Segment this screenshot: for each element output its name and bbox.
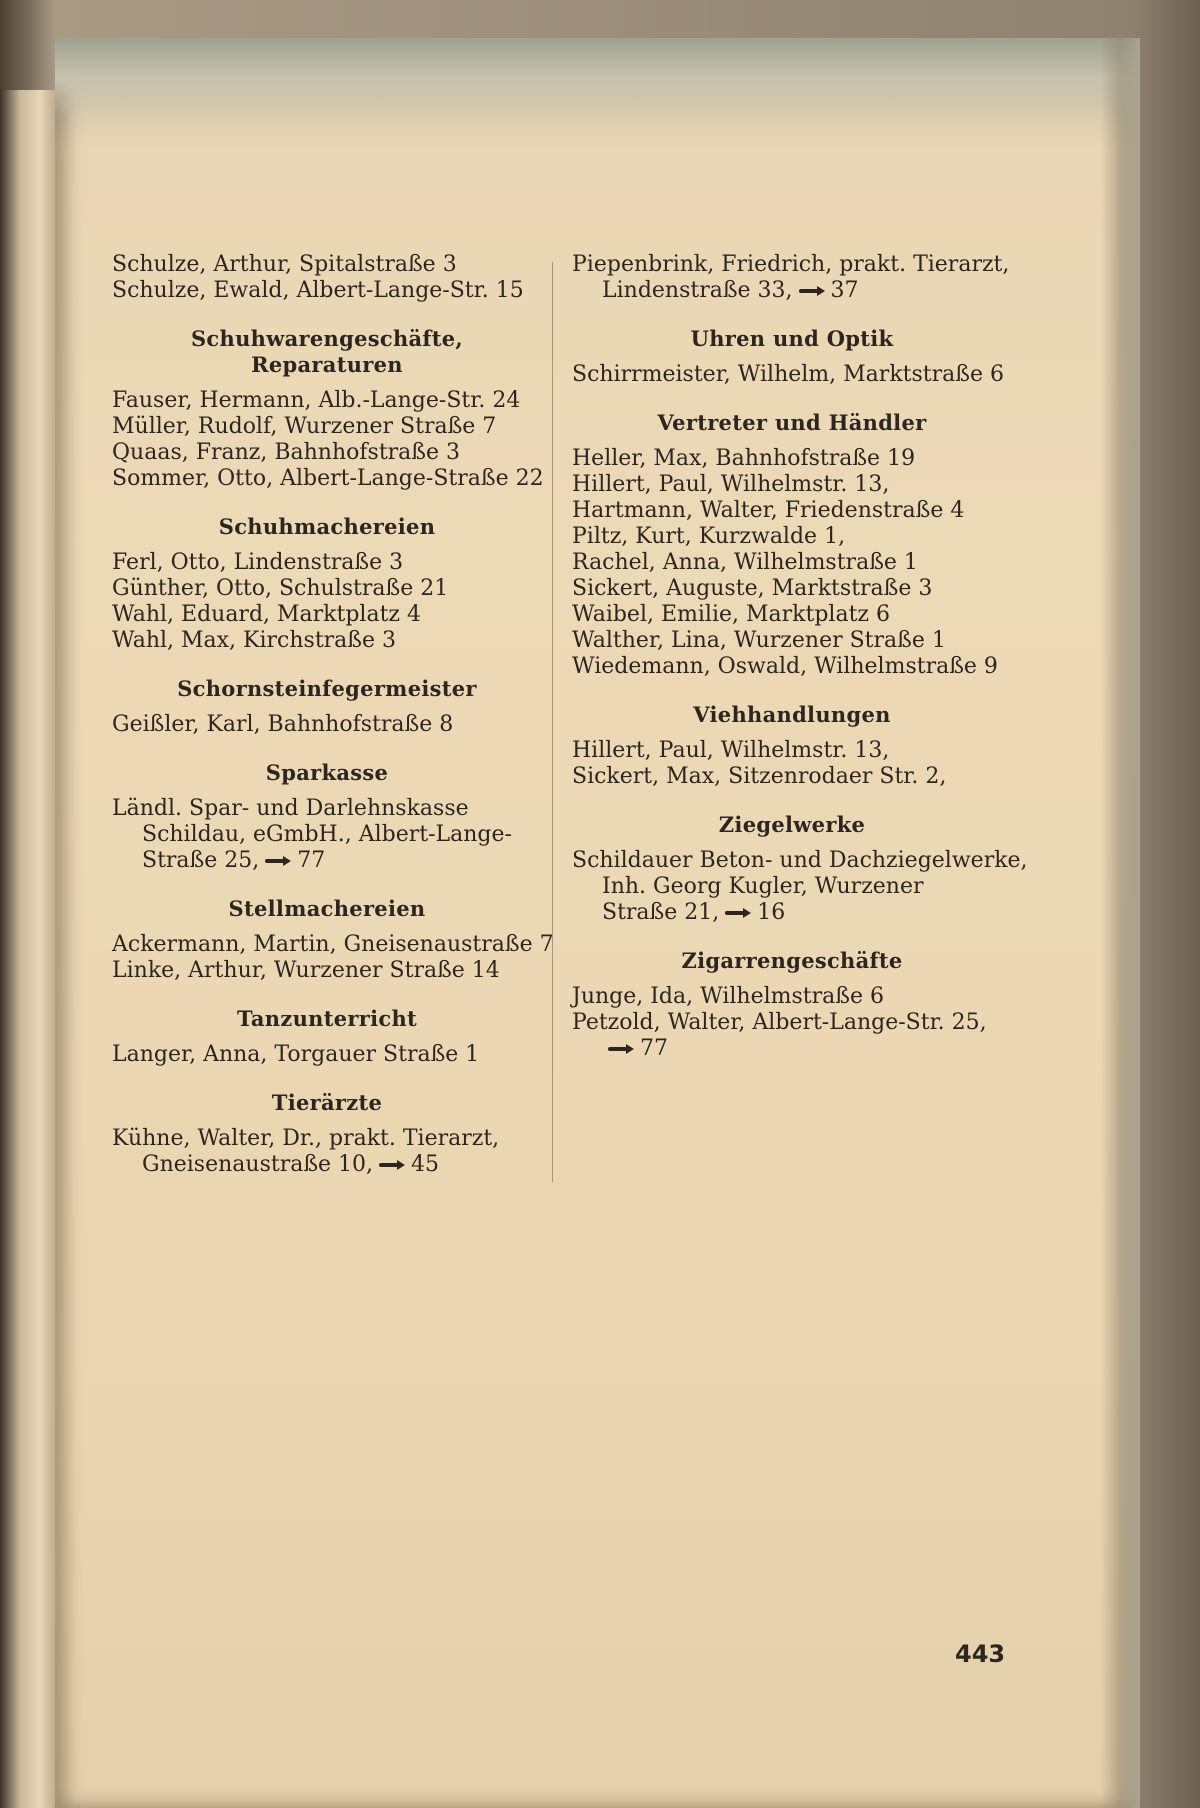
directory-entry <box>572 576 1012 602</box>
directory-entry <box>572 550 1012 576</box>
entry-text: Hartmann, Walter, Friedenstraße 4 <box>572 498 965 523</box>
entry-text: Walther, Lina, Wurzener Straße 1 <box>572 628 946 653</box>
directory-entry <box>572 628 1012 654</box>
section-heading-vertreter-und-handler: Vertreter und Händler <box>657 410 927 435</box>
entry-continuation <box>572 1036 1012 1062</box>
entry-continuation-text: Lindenstraße 33, <box>602 278 793 303</box>
entry-text: Schirrmeister, Wilhelm, Marktstraße 6 <box>572 362 1004 387</box>
section-heading-tanzunterricht: Tanzunterricht <box>236 1006 418 1031</box>
phone-number: 16 <box>757 900 786 925</box>
entry-continuation-text: Gneisenaustraße 10, <box>142 1152 374 1177</box>
page-right-edge <box>1100 38 1140 1808</box>
directory-entry <box>572 524 1012 550</box>
directory-entry <box>572 602 1012 628</box>
directory-entry <box>112 466 542 492</box>
telephone-arrow-icon <box>797 286 827 296</box>
entry-text: Piltz, Kurt, Kurzwalde 1, <box>572 524 846 549</box>
entry-text: Hillert, Paul, Wilhelmstr. 13, <box>572 738 890 763</box>
entry-text: Rachel, Anna, Wilhelmstraße 1 <box>572 550 918 575</box>
telephone-arrow-icon <box>377 1160 407 1170</box>
entry-continuation <box>112 822 542 848</box>
entry-text: Sommer, Otto, Albert-Lange-Straße 22 <box>112 466 544 491</box>
section-heading-zigarrengeschafte: Zigarrengeschäfte <box>681 948 903 973</box>
entry-text: Ländl. Spar- und Darlehnskasse <box>112 796 469 821</box>
directory-entry <box>572 984 1012 1010</box>
telephone-arrow-icon <box>723 908 753 918</box>
entry-text: Geißler, Karl, Bahnhofstraße 8 <box>112 712 454 737</box>
entry-text: Ackermann, Martin, Gneisenaustraße 7 <box>112 932 554 957</box>
directory-entry <box>112 388 542 414</box>
left-column <box>112 252 554 1178</box>
entry-continuation <box>112 848 542 874</box>
directory-entry <box>572 362 1012 388</box>
entry-text: Wiedemann, Oswald, Wilhelmstraße 9 <box>572 654 998 679</box>
section-heading-schuhmachereien: Schuhmachereien <box>218 514 436 539</box>
entry-continuation-text: Inh. Georg Kugler, Wurzener <box>602 874 924 899</box>
directory-entry <box>572 446 1012 472</box>
entry-text: Fauser, Hermann, Alb.-Lange-Str. 24 <box>112 388 521 413</box>
entry-text: Langer, Anna, Torgauer Straße 1 <box>112 1042 480 1067</box>
telephone-arrow-icon <box>263 856 293 866</box>
entry-text: Kühne, Walter, Dr., prakt. Tierarzt, <box>112 1126 500 1151</box>
directory-entry <box>112 278 542 304</box>
directory-entry <box>572 738 1012 764</box>
directory-entry <box>112 628 542 654</box>
directory-entry <box>572 654 1012 680</box>
directory-entry <box>112 252 542 278</box>
entry-continuation-text: Schildau, eGmbH., Albert-Lange- <box>142 822 512 847</box>
section-heading-viehhandlungen: Viehhandlungen <box>693 702 891 727</box>
section-heading-sparkasse: Sparkasse <box>265 760 389 785</box>
entry-text: Heller, Max, Bahnhofstraße 19 <box>572 446 916 471</box>
entry-text: Günther, Otto, Schulstraße 21 <box>112 576 449 601</box>
directory-entry <box>112 932 554 958</box>
section-heading-tierarzte: Tierärzte <box>271 1090 383 1115</box>
section-heading-stellmachereien: Stellmachereien <box>228 896 426 921</box>
entry-text: Junge, Ida, Wilhelmstraße 6 <box>572 984 884 1009</box>
entry-text: Schulze, Ewald, Albert-Lange-Str. 15 <box>112 278 524 303</box>
directory-entry <box>112 958 542 984</box>
directory-entry <box>112 602 542 628</box>
entry-continuation <box>572 278 1012 304</box>
entry-continuation <box>572 874 1012 900</box>
column-divider <box>552 262 553 1182</box>
directory-entry <box>572 1010 1012 1062</box>
section-heading-ziegelwerke: Ziegelwerke <box>718 812 866 837</box>
entry-text: Schildauer Beton- und Dachziegelwerke, <box>572 848 1028 873</box>
entry-continuation-text: Straße 25, <box>142 848 260 873</box>
entry-text: Piepenbrink, Friedrich, prakt. Tierarzt, <box>572 252 1010 277</box>
directory-entry <box>572 848 1028 926</box>
phone-number: 77 <box>297 848 326 873</box>
directory-entry <box>572 764 1012 790</box>
right-column <box>572 252 1028 1062</box>
directory-entry <box>572 252 1012 304</box>
directory-entry <box>572 472 1012 498</box>
entry-text: Ferl, Otto, Lindenstraße 3 <box>112 550 404 575</box>
directory-entry <box>112 1126 542 1178</box>
phone-number: 45 <box>411 1152 440 1177</box>
page-number: 443 <box>955 1640 1006 1668</box>
phone-number: 77 <box>640 1036 668 1061</box>
entry-text: Linke, Arthur, Wurzener Straße 14 <box>112 958 500 983</box>
entry-continuation <box>112 1152 542 1178</box>
entry-text: Sickert, Max, Sitzenrodaer Str. 2, <box>572 764 947 789</box>
entry-continuation-text: Straße 21, <box>602 900 720 925</box>
directory-entry <box>112 414 542 440</box>
telephone-arrow-icon <box>606 1044 636 1054</box>
directory-entry <box>112 796 542 874</box>
directory-entry <box>112 712 542 738</box>
left-page-edge <box>0 90 58 1808</box>
entry-text: Petzold, Walter, Albert-Lange-Str. 25, <box>572 1010 987 1035</box>
directory-entry <box>112 550 542 576</box>
directory-entry <box>112 1042 542 1068</box>
section-heading-uhren-und-optik: Uhren und Optik <box>690 326 894 351</box>
page-top-discoloration <box>55 38 1140 118</box>
directory-entry <box>112 440 542 466</box>
directory-entry <box>112 576 542 602</box>
section-heading-schornsteinfegermeister: Schornsteinfegermeister <box>177 676 477 701</box>
section-heading-schuhwarengeschafte-reparaturen: Schuhwarengeschäfte, Reparaturen <box>190 326 464 377</box>
entry-text: Wahl, Max, Kirchstraße 3 <box>112 628 396 653</box>
directory-entry <box>572 498 1012 524</box>
entry-continuation <box>572 900 1012 926</box>
entry-text: Müller, Rudolf, Wurzener Straße 7 <box>112 414 497 439</box>
phone-number: 37 <box>830 278 859 303</box>
entry-text: Sickert, Auguste, Marktstraße 3 <box>572 576 933 601</box>
entry-text: Wahl, Eduard, Marktplatz 4 <box>112 602 422 627</box>
entry-text: Waibel, Emilie, Marktplatz 6 <box>572 602 891 627</box>
entry-text: Schulze, Arthur, Spitalstraße 3 <box>112 252 457 277</box>
entry-text: Quaas, Franz, Bahnhofstraße 3 <box>112 440 461 465</box>
entry-text: Hillert, Paul, Wilhelmstr. 13, <box>572 472 890 497</box>
